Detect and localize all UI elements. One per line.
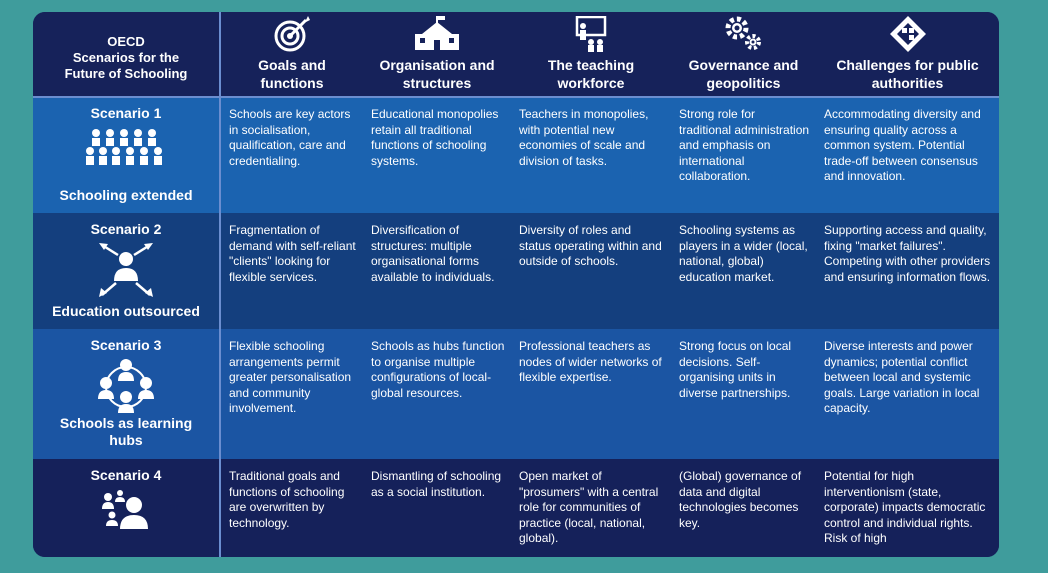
header-divider bbox=[33, 96, 999, 98]
table-cell: Strong role for traditional administration and emphasis on international collaboration. bbox=[679, 107, 810, 183]
table-cell: Professional teachers as nodes of wider networks of flexible expertise. bbox=[519, 339, 662, 384]
table-cell: Diversification of structures: multiple organisational forms available to individuals. bbox=[371, 223, 495, 284]
column-header-line: The teaching bbox=[547, 57, 635, 73]
scenario-name-line: Schools as learning bbox=[59, 415, 193, 431]
table-cell: Traditional goals and functions of schooling are overwritten by technology. bbox=[229, 469, 345, 530]
column-divider bbox=[219, 12, 221, 557]
table-cell: Diverse interests and power dynamics; potential conflict between local and systemic goals. Large variation in local capacity. bbox=[824, 339, 980, 415]
table-cell: Dismantling of schooling as a social institution. bbox=[371, 469, 502, 499]
column-header-line: geopolitics bbox=[706, 75, 781, 91]
network-people-icon bbox=[96, 357, 156, 413]
scenario-number: Scenario 4 bbox=[90, 467, 162, 483]
scenario-name: Schooling extended bbox=[59, 187, 193, 203]
table-cell: Educational monopolies retain all traditional functions of schooling systems. bbox=[371, 107, 499, 168]
puzzle-diamond-icon bbox=[888, 16, 928, 52]
scenario-name: Education outsourced bbox=[52, 303, 200, 319]
table-cell: Diversity of roles and status operating within and outside of schools. bbox=[519, 223, 662, 268]
table-corner-title bbox=[33, 12, 219, 97]
column-header-line: Challenges for public bbox=[836, 57, 979, 73]
column-header-challenges bbox=[816, 12, 999, 97]
column-header-line: Organisation and bbox=[379, 57, 495, 73]
table-cell: Open market of "prosumers" with a central role for communities of practice (local, national, global). bbox=[519, 469, 659, 545]
table-cell: Strong focus on local decisions. Self-organising units in diverse partnerships. bbox=[679, 339, 792, 400]
scenarios-table bbox=[33, 12, 999, 557]
header-row bbox=[33, 12, 999, 97]
scenario-row-3 bbox=[33, 329, 999, 459]
scenario-label-cell bbox=[33, 97, 219, 213]
column-header-teaching bbox=[511, 12, 671, 97]
column-header-line: authorities bbox=[871, 75, 944, 91]
corner-line: Scenarios for the bbox=[72, 50, 180, 65]
scenario-row-2 bbox=[33, 213, 999, 329]
person-arrows-out-icon bbox=[96, 241, 156, 299]
scenario-number: Scenario 2 bbox=[90, 221, 162, 237]
scenario-label-cell bbox=[33, 213, 219, 329]
individual-learner-icon bbox=[98, 489, 154, 529]
table-cell: Flexible schooling arrangements permit greater personalisation and community involvement. bbox=[229, 339, 352, 415]
table-cell: Potential for high interventionism (state, corporate) impacts democratic control and individual rights. Risk of high bbox=[824, 469, 986, 545]
table-cell: Teachers in monopolies, with potential new economies of scale and division of tasks. bbox=[519, 107, 649, 168]
corner-line: Future of Schooling bbox=[64, 66, 188, 81]
column-header-line: structures bbox=[402, 75, 472, 91]
table-cell: Fragmentation of demand with self-reliant "clients" looking for flexible services. bbox=[229, 223, 356, 284]
crowd-people-icon bbox=[86, 127, 166, 167]
teacher-board-icon bbox=[571, 16, 611, 52]
table-cell: Supporting access and quality, fixing "market failures". Competing with other providers and ensuring information flows. bbox=[824, 223, 991, 284]
column-header-line: Goals and bbox=[258, 57, 326, 73]
table-cell: Schooling systems as players in a wider (local, national, global) education market. bbox=[679, 223, 808, 284]
target-icon bbox=[272, 16, 312, 52]
school-building-icon bbox=[412, 16, 462, 52]
scenario-label-cell bbox=[33, 329, 219, 459]
scenario-number: Scenario 1 bbox=[90, 105, 162, 121]
table-cell: Accommodating diversity and ensuring quality across a common system. Potential trade-off between consensus and innovation. bbox=[824, 107, 981, 183]
table-cell: (Global) governance of data and digital technologies becomes key. bbox=[679, 469, 802, 530]
scenario-row-4 bbox=[33, 459, 999, 557]
column-header-line: Governance and bbox=[688, 57, 799, 73]
table-cell: Schools as hubs function to organise multiple configurations of local-global resources. bbox=[371, 339, 505, 400]
scenario-label-cell bbox=[33, 459, 219, 557]
gears-icon bbox=[724, 16, 764, 52]
column-header-governance bbox=[671, 12, 816, 97]
scenario-name-line: hubs bbox=[109, 432, 143, 448]
column-header-goals bbox=[221, 12, 363, 97]
scenario-row-1 bbox=[33, 97, 999, 213]
column-header-organisation bbox=[363, 12, 511, 97]
scenario-number: Scenario 3 bbox=[90, 337, 162, 353]
corner-line: OECD bbox=[107, 34, 145, 49]
table-cell: Schools are key actors in socialisation, qualification, care and credentialing. bbox=[229, 107, 351, 168]
column-header-line: functions bbox=[260, 75, 324, 91]
column-header-line: workforce bbox=[557, 75, 625, 91]
